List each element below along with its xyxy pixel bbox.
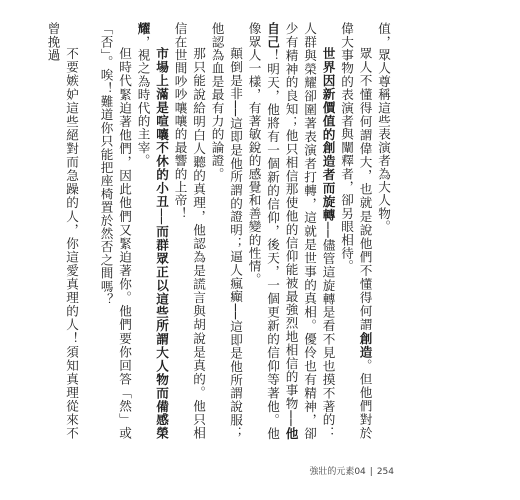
paragraph bbox=[337, 22, 374, 440]
text-segment: 眾人不懂得何謂偉大，也就是說他們不懂得何謂 bbox=[357, 47, 373, 332]
text-segment: 。但他們對於偉大事物的表演者與闡釋者，卻另眼相待。 bbox=[339, 22, 373, 441]
page-number: 254 bbox=[376, 467, 394, 477]
text-segment: ── bbox=[154, 208, 169, 225]
text-segment: 值，眾人尊稱這些表演者為大人物。 bbox=[376, 22, 391, 234]
bold-text-segment: 市場上滿是喧嚷不休的小丑 bbox=[154, 47, 169, 209]
text-segment: 顛倒是非──這即是他所謂的證明；逼人瘋癲──這即是他所謂說服；他認為血是最有力的論證。 bbox=[209, 22, 243, 440]
text-segment: 那只能說給明白人聽的真理，他認為是謊言與胡說是真的。他只相信在世間吵吵嚷嚷的最響的上帝！ bbox=[172, 22, 206, 440]
bold-text-segment: 創造 bbox=[357, 331, 373, 360]
paragraph bbox=[43, 22, 80, 440]
text-segment: 但時代緊迫著他們，因此他們又緊迫著你。他們要你回答「然」或「否」。唉！難道你只能把座椅置於然否之間嗎？ bbox=[98, 22, 132, 440]
vertical-text-block bbox=[45, 22, 392, 441]
book-title: 強壯的元素04 bbox=[309, 467, 366, 477]
paragraph bbox=[374, 22, 393, 440]
paragraph bbox=[170, 22, 207, 440]
text-segment: ！明天，他將有一個新的信仰，後天，一個更新的信仰等著他。他像眾人一樣，有著敏銳的感覺和善變的性情。 bbox=[246, 22, 280, 440]
page-footer bbox=[309, 464, 394, 477]
text-segment: 不要嫉妒這些絕對而急躁的人，你這愛真理的人！須知真理從來不曾挽過 bbox=[45, 22, 79, 440]
footer-separator: | bbox=[369, 467, 373, 477]
paragraph bbox=[207, 22, 244, 440]
bold-text-segment: 而群眾正以這些所謂大人物而備感榮耀 bbox=[135, 22, 169, 440]
paragraph bbox=[244, 22, 337, 440]
bold-text-segment: 世界因新價值的創造者而旋轉 bbox=[320, 47, 336, 222]
paragraph bbox=[96, 22, 133, 440]
bold-text-segment: 他自己 bbox=[265, 22, 299, 440]
text-segment: ，視之為時代的主宰。 bbox=[135, 35, 151, 168]
text-segment: ──儘管這旋轉是看不見也摸不著的：人群與榮耀卻圍著表演者打轉，這就是世事的真相。優伶也有精神，卻少有精神的良知；他只相信那使他的信仰能被最強烈地相信的事物── bbox=[283, 22, 336, 440]
paragraph bbox=[133, 22, 170, 440]
